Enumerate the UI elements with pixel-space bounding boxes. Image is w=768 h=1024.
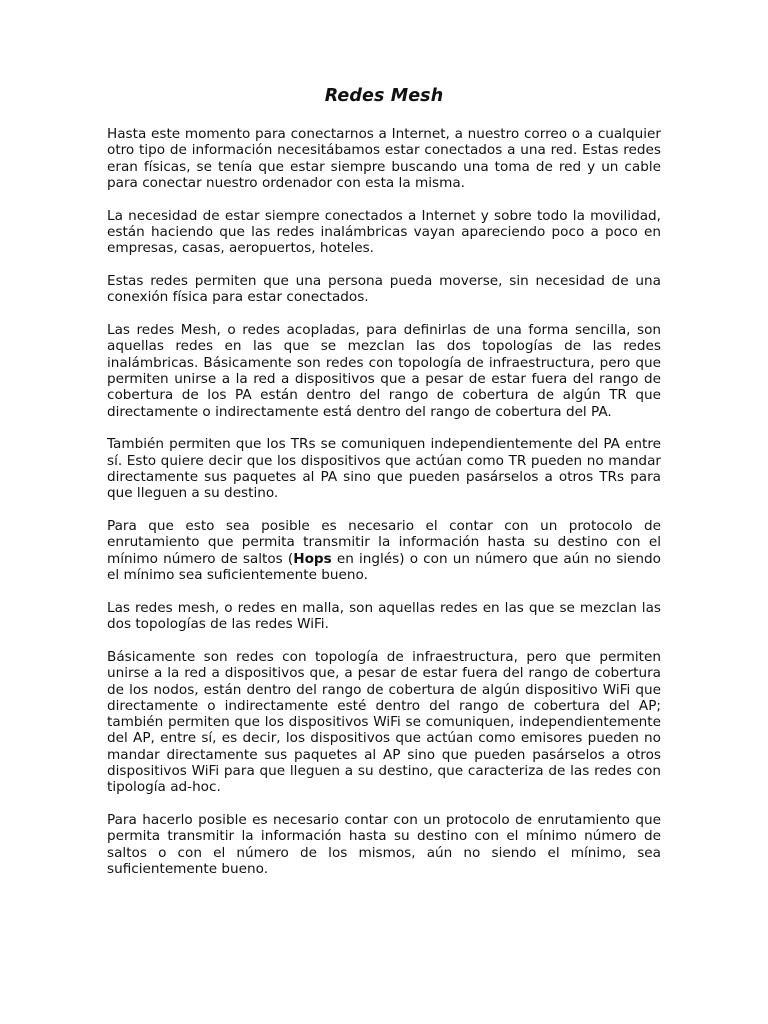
paragraph-6-before: Para que esto sea posible es necesario el contar con un protocolo de enrutamiento que permita transmitir la información hasta su destino con el mínimo número de saltos (	[107, 518, 661, 567]
paragraph-5: También permiten que los TRs se comuniquen independientemente del PA entre sí. Esto quiere decir que los dispositivos que actúan como TR pueden no mandar directamente sus paquetes al PA sino que pueden pasárselos a otros TRs para que lleguen a su destino.	[107, 436, 661, 502]
paragraph-1: Hasta este momento para conectarnos a Internet, a nuestro correo o a cualquier otro tipo de información necesitábamos estar conectados a una red. Estas redes eran físicas, se tenía que estar siempre buscando una toma de red y un cable para conectar nuestro ordenador con esta la misma.	[107, 126, 661, 191]
page-title: Redes Mesh	[324, 86, 444, 106]
paragraph-6	[107, 518, 661, 583]
document-page	[107, 86, 661, 894]
paragraph-7: Las redes mesh, o redes en malla, son aquellas redes en las que se mezclan las dos topologías de las redes WiFi.	[107, 599, 661, 633]
hops-term: Hops	[293, 550, 332, 567]
paragraph-8: Básicamente son redes con topología de infraestructura, pero que permiten unirse a la red a dispositivos que, a pesar de estar fuera del rango de cobertura de los nodos, están dentro del rango de cobertura de algún dispositivo WiFi que directamente o indirectamente esté dentro del rango de cobertura del AP; también permiten que los dispositivos WiFi se comuniquen, independientemente del AP, entre sí, es decir, los dispositivos que actúan como emisores pueden no mandar directamente sus paquetes al AP sino que pueden pasárselos a otros dispositivos WiFi para que lleguen a su destino, que caracteriza de las redes con tipología ad-hoc.	[107, 648, 661, 796]
paragraph-2: La necesidad de estar siempre conectados a Internet y sobre todo la movilidad, están haciendo que las redes inalámbricas vayan apareciendo poco a poco en empresas, casas, aeropuertos, hoteles.	[107, 207, 661, 257]
paragraph-6-after: en inglés) o con un número que aún no siendo el mínimo sea suficientemente bueno.	[107, 550, 661, 584]
paragraph-9: Para hacerlo posible es necesario contar con un protocolo de enrutamiento que permita transmitir la información hasta su destino con el mínimo número de saltos o con el número de los mismos, aún no siendo el mínimo, sea suficientemente bueno.	[107, 812, 661, 877]
paragraph-4: Las redes Mesh, o redes acopladas, para definirlas de una forma sencilla, son aquellas redes en las que se mezclan las dos topologías de las redes inalámbricas. Básicamente son redes con topología de infraestructura, pero que permiten unirse a la red a dispositivos que a pesar de estar fuera del rango de cobertura de los PA están dentro del rango de cobertura de algún TR que directamente o indirectamente está dentro del rango de cobertura del PA.	[107, 322, 661, 420]
paragraph-3: Estas redes permiten que una persona pueda moverse, sin necesidad de una conexión física para estar conectados.	[107, 273, 661, 306]
